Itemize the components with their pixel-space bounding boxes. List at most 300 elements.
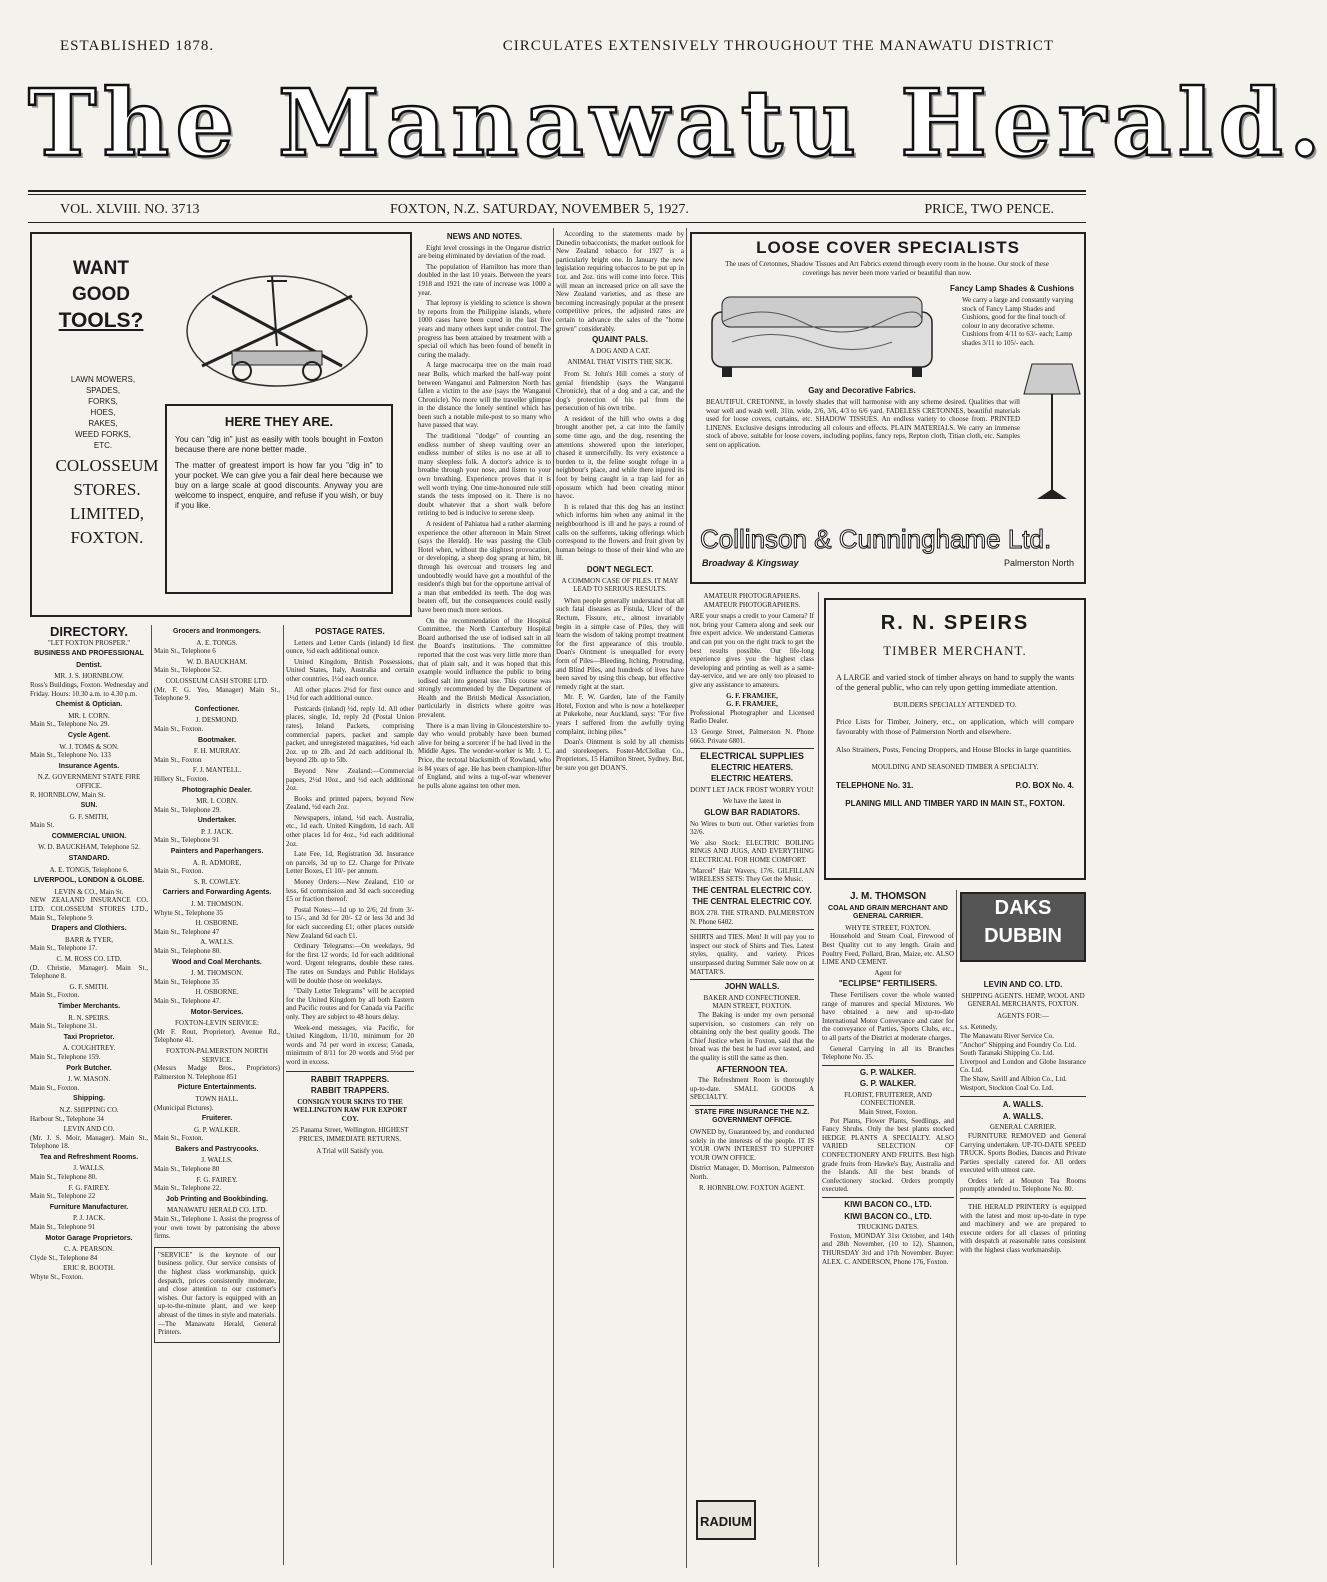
thomson-general: General Carrying in all its Branches Telephone No. 35. — [822, 1044, 954, 1062]
directory-name: G. F. SMITH, — [69, 812, 109, 821]
list-item: South Taranaki Shipping Co. Ltd. — [960, 1049, 1055, 1058]
directory-detail: Main St., Foxton — [154, 755, 202, 764]
postage-paragraph: Late Fee, 1d, Registration 3d. Insurance on parcels, 3d up to £2. Charge for Private Letter Boxes, £1 10/- per annum. — [286, 850, 414, 876]
directory-detail: Main St. — [30, 821, 55, 830]
directory-name: P. J. JACK. — [200, 827, 234, 836]
divider — [286, 1071, 414, 1072]
directory-heading: Painters and Paperhangers. — [170, 848, 264, 856]
news-paragraph: When people generally understand that all such fatal diseases as Fistula, Ulcer of the Rectum, Fissure, etc., almost invariably begin in a simple case of Piles, they will learn the wisdom of taking prompt treatment for the first appearance of this trouble. Doan's Ointment is unequalled for every form of Piles—Bleeding, Itching, Protruding, and Blind Piles, and hundreds of lives have been saved by using this cheap, but effective remedy right at the start. — [556, 596, 684, 691]
list-item: The Manawatu River Service Co. — [960, 1031, 1054, 1040]
postage-column — [286, 625, 414, 1565]
directory-detail: Main St., Telephone 91 — [30, 1223, 96, 1232]
walls2-name: A. WALLS. — [1002, 1100, 1044, 1110]
kiwi-name: KIWI BACON CO., LTD. — [844, 1200, 932, 1209]
thomson-eclipse: "ECLIPSE" FERTILISERS. — [838, 979, 938, 989]
box-paragraph: You can "dig in" just as easily with tools bought in Foxton because there are none better made. — [175, 435, 383, 454]
thomson-agent: Agent for — [874, 968, 902, 977]
directory-heading: Drapers and Clothiers. — [51, 925, 127, 933]
directory-name: G. F. SMITH. — [69, 982, 109, 991]
electrical-glow: GLOW BAR RADIATORS. — [704, 808, 800, 818]
directory-detail: Clyde St., Telephone 84 — [30, 1253, 98, 1262]
section-subheading: ANIMAL THAT VISITS THE SICK. — [567, 358, 673, 367]
list-item: Liverpool and London and Globe Insurance Co. Ltd. — [960, 1057, 1086, 1075]
photo-firm: G. F. FRAMJEE, — [726, 691, 778, 700]
thomson-name: J. M. THOMSON — [849, 891, 927, 902]
firm-street: Broadway & Kingsway — [702, 558, 799, 568]
directory-name: MR. I. CORN. — [68, 711, 110, 720]
top-banner — [60, 38, 1054, 60]
directory-motto: "LET FOXTON PROSPER." — [47, 638, 131, 647]
thomson-street: WHYTE STREET, FOXTON. — [845, 923, 931, 932]
directory-name: MR. I. CORN. — [196, 797, 238, 806]
service-advert — [154, 1247, 280, 1343]
speirs-sub: TIMBER MERCHANT. — [883, 643, 1027, 658]
divider — [690, 1105, 814, 1106]
news-paragraph: That leprosy is yielding to science is shown by reports from the Philippine islands, where 1000 cases have been cured in the last five years and many others kept under control. The progress has been attained by treatment with a special oil which has been found of benefit in curing the malady. — [418, 299, 551, 359]
directory-heading: Motor-Services. — [190, 1008, 244, 1016]
directory-name: W. D. BAUCKHAM, Telephone 52. — [38, 843, 140, 852]
postage-paragraph: "Daily Letter Telegrams" will be accepted for the United Kingdom by all both Eastern and Pacific routes and for Canada via Pacific only. They are subject to 48 hours delay. — [286, 987, 414, 1021]
directory-name: J. W. MASON. — [67, 1075, 111, 1084]
speirs-moulding: MOULDING AND SEASONED TIMBER A SPECIALTY. — [871, 763, 1039, 771]
directory-detail: Main St., Telephone 80. — [154, 947, 222, 955]
photo-desc: Professional Photographer and Licensed Radio Dealer. — [690, 708, 814, 726]
list-item: s.s. Kennedy, — [960, 1023, 998, 1032]
photo-heading: AMATEUR PHOTOGRAPHERS. — [703, 592, 801, 600]
walls-body: The Baking is under my own personal supervision, so customers can rely on obtaining only the best quality goods. The Chief Justice when in Foxton, said that the bread was the best he had ever tasted, and the quality is still the same as then. — [690, 1010, 814, 1062]
postage-paragraph: Money Orders:—New Zealand, £10 or less, 6d commission and 3d each succeeding £5 or fraction thereof. — [286, 878, 414, 904]
service-text: "SERVICE" is the keynote of our business policy. Our service consists of the highest class workmanship, quick despatch, prices consistently moderate, and close attention to our customer's wishes. Our factory is equipped with an up-to-the-minute plant, and we keep abreast of the times in style and materials.—The Manawatu Herald, General Printers. — [158, 1250, 276, 1337]
section-heading: POSTAGE RATES. — [315, 627, 385, 636]
divider — [690, 929, 814, 930]
list-item: Westport, Stockton Coal Co. Ltd. — [960, 1083, 1054, 1092]
directory-name: F. J. MANTELL. — [192, 766, 242, 775]
directory-heading: Bootmaker. — [197, 736, 237, 744]
directory-heading: LIVERPOOL, LONDON & GLOBE. — [33, 877, 145, 885]
speirs-contact — [836, 781, 1074, 793]
electrical-jack: DON'T LET JACK FROST WORRY YOU! — [690, 785, 814, 794]
thomson-body: Household and Steam Coal, Firewood of Best Quality cut to any length. Grain and Poultry Feed, Pollard, Bran, Maize, etc. ALSO LIME AND CEMENT. — [822, 932, 954, 967]
directory-name: C. A. PEARSON. — [64, 1245, 114, 1254]
fabrics-title: Gay and Decorative Fabrics. — [808, 386, 916, 395]
speirs-advert — [824, 598, 1086, 880]
lamp-title: Fancy Lamp Shades & Cushions — [949, 284, 1075, 293]
directory-heading: Insurance Agents. — [58, 762, 120, 770]
directory-detail: Main St., Telephone 91 — [154, 836, 220, 845]
dubbin-line: DUBBIN — [984, 925, 1062, 947]
directory-detail: Main St., Foxton. — [30, 1083, 80, 1092]
speirs-mill: PLANING MILL AND TIMBER YARD IN MAIN ST., FOXTON. — [845, 799, 1065, 808]
directory-detail: Main St., Foxton. — [30, 991, 80, 1000]
electrical-title: ELECTRICAL SUPPLIES — [700, 751, 804, 762]
directory-heading: Photographic Dealer. — [181, 786, 253, 794]
directory-detail: Hillery St., Foxton. — [154, 774, 209, 783]
price: PRICE, TWO PENCE. — [924, 202, 1054, 217]
thomson-eclipse-body: These Fertilisers cover the whole wanted range of manures and special Mixtures. We have obtained a new and up-to-date International Motor Conveyance and cater for the conveyance of Parties, Sports Clubs, etc., to all parts of the District at moderate charges. — [822, 990, 954, 1042]
news-column — [418, 230, 551, 1560]
divider — [690, 979, 814, 980]
news-paragraph: Mr. F. W. Garden, late of the Family Hotel, Foxton and who is now a hotelkeeper at Pukekohe, near Auckland, says: "For five years I suffered from the awfully trying complaint, itching piles." — [556, 693, 684, 736]
electrical-address: BOX 278. THE STRAND. PALMERSTON N. Phone 6402. — [690, 909, 814, 926]
divider — [822, 1065, 954, 1066]
directory-name: A. COUGHTREY. — [62, 1044, 116, 1053]
directory-detail: Main St., Telephone 22. — [154, 1184, 222, 1193]
directory-detail: Main St., Telephone 47 — [154, 927, 220, 936]
directory-heading: Tea and Refreshment Rooms. — [39, 1153, 139, 1161]
divider — [960, 1198, 1086, 1199]
rabbit-footer: A Trial will Satisfy you. — [316, 1146, 384, 1155]
advert-intro: The uses of Cretonnes, Shadow Tissues and Art Fabrics extend through every room in the house. Our stock of these coverings has never been more varied or beautiful than now. — [725, 260, 1049, 277]
directory-name: ERIC R. BOOTH. — [63, 1264, 115, 1273]
directory-name: J. DESMOND. — [195, 716, 239, 725]
directory-detail: Main St., Foxton. — [154, 1134, 204, 1143]
kiwi-name: KIWI BACON CO., LTD. — [844, 1211, 932, 1221]
tools-advert — [30, 232, 412, 617]
directory-detail: Main St., Telephone 80 — [154, 1165, 220, 1174]
printery-advert: THE HERALD PRINTERY is equipped with the latest and most up-to-date in type and machinery and we are prepared to execute orders for all classes of printing with despatch at reasonable rates consistent with the highest class workmanship. — [960, 1203, 1086, 1255]
directory-detail: Harbour St., Telephone 34 — [30, 1114, 104, 1123]
headline-line: WANT — [73, 258, 129, 279]
box-title: HERE THEY ARE. — [224, 414, 334, 429]
electrical-sub: ELECTRIC HEATERS. — [710, 762, 794, 772]
directory-heading: COMMERCIAL UNION. — [51, 832, 127, 840]
directory-heading: Shipping. — [73, 1095, 105, 1103]
state-fire-body: OWNED by, Guaranteed by, and conducted solely in the interests of the people. IT IS YOUR OWN INTEREST TO SUPPORT YOUR OWN OFFICE. — [690, 1128, 814, 1162]
directory-name: FOXTON-LEVIN SERVICE: — [175, 1019, 259, 1028]
established-text: ESTABLISHED 1878. — [60, 38, 215, 54]
postage-paragraph: All other places 2½d for first ounce and 1½d for each additional ounce. — [286, 685, 414, 703]
directory-detail: R. HORNBLOW, Main St. — [30, 790, 106, 799]
directory-name: J. M. THOMSON. — [190, 900, 244, 909]
masthead-title: The Manawatu Herald. — [28, 69, 1327, 177]
rabbit-address: 25 Panama Street, Wellington. HIGHEST PRICES, IMMEDIATE RETURNS. — [291, 1126, 409, 1144]
postage-paragraph: Beyond New Zealand:—Commercial papers, 2½d 10oz., and ½d each additional 2oz. — [286, 766, 414, 793]
directory-detail: Main St., Telephone 17. — [30, 944, 98, 953]
directory-detail: Whyte St., Foxton. — [30, 1273, 84, 1281]
walls-tea-body: The Refreshment Room is thoroughly up-to-date. SMALL GOODS A SPECIALTY. — [690, 1076, 814, 1102]
directory-detail: Main St., Telephone 1. Assist the progress of your own town by patronising the above firms. — [154, 1215, 280, 1241]
store-line: COLOSSEUM — [55, 456, 159, 475]
directory-detail: Main St., Telephone 159. — [30, 1052, 101, 1061]
news-paragraph: The population of Hamilton has more than doubled in the last 10 years. Between the years 1918 and 1921 the rate of increase was 1000 a year. — [418, 262, 551, 297]
directory-name: P. J. JACK. — [72, 1214, 106, 1223]
directory-name: A. E. TONGS. — [196, 638, 238, 647]
directory-heading: Confectioner. — [194, 705, 240, 713]
state-fire-agent: R. HORNBLOW. FOXTON AGENT. — [698, 1183, 806, 1192]
speirs-box: P.O. BOX No. 4. — [1015, 781, 1074, 790]
here-they-are-box — [165, 404, 393, 594]
electrical-firm: THE CENTRAL ELECTRIC COY. — [692, 885, 812, 895]
radium-logo — [696, 1500, 756, 1540]
speirs-name: R. N. SPEIRS — [880, 612, 1030, 634]
directory-name: W. D. BAUCKHAM. — [186, 657, 248, 666]
section-heading: QUAINT PALS. — [592, 335, 648, 345]
directory-name: MANAWATU HERALD CO. LTD. — [166, 1206, 268, 1215]
directory-heading: Job Printing and Bookbinding. — [166, 1195, 268, 1203]
directory-heading: Timber Merchants. — [57, 1002, 121, 1010]
kiwi-body: Foxton, MONDAY 31st October, and 14th and 28th November, (10 to 12). Shannon, THURSDAY 3rd and 17th November. Buyer: ALEX. C. ANDERSON, Phone 176, Foxton. — [822, 1231, 954, 1266]
directory-detail: (Mr. J. S. Moir, Manager). Main St., Telephone 18. — [30, 1133, 148, 1151]
tools-headline — [46, 256, 156, 334]
list-item: WEED FORKS, — [74, 430, 131, 439]
directory-name: R. N. SPEIRS. — [68, 1013, 110, 1022]
headline-line: GOOD — [71, 284, 131, 305]
levin-sub: SHIPPING AGENTS. HEMP, WOOL AND GENERAL MERCHANTS, FOXTON. — [961, 991, 1085, 1009]
directory-name: LEVIN AND CO. — [63, 1125, 115, 1134]
news-paragraph: It is related that this dog has an instinct which informs him when any animal in the neighbourhood is ill and he pays a round of calls on the sufferers, taking offerings which correspond to the flowers and fruit given by human beings to those of their kind who are ill. — [556, 502, 684, 563]
divider — [28, 222, 1086, 223]
list-item: ETC. — [93, 441, 113, 450]
electrical-sub: ELECTRIC HEATERS. — [710, 774, 794, 784]
volume-number: VOL. XLVIII. NO. 3713 — [60, 202, 200, 217]
firm-name: Collinson & Cunninghame Ltd. — [700, 524, 1052, 554]
news-paragraph: A resident of the hill who owns a dog brought another pet, a cat into the family some time ago, and the dog, resenting the attentions showered upon the interloper, chased it unmercifully. Its very existence a burden to it, the feline sought refuge in a neighbour's place, and while there injured its foot by being caught in a trap laid for an opossum which had been creating minor havoc. — [556, 414, 684, 501]
box-paragraph: The matter of greatest import is how far you "dig in" to your pocket. We can give you a fair deal here because we buy on a large scale at good discounts. Anyway you are welcome to inspect, enquire, and refuse if you wish, or buy if you like. — [175, 461, 383, 510]
news-paragraph: A large macrocarpa tree on the main road near Bulls, which marked the half-way point between Wanganui and Palmerston North has fallen a victim to the axe (says the Wanganui Chronicle). No more will the traveller glimpse in the distance the lonely sentinel which has been such a notable mile-post to so many who have passed that way. — [418, 361, 551, 430]
directory-detail: Main St., Telephone 47. — [154, 996, 222, 1005]
directory-heading: Carriers and Forwarding Agents. — [162, 889, 272, 897]
walker-body: Pot Plants, Flower Plants, Seedlings, and Fancy Shrubs. Only the best plants stocked HEDGE PLANTS A SPECIALTY. ALSO VARIED SELECTION OF CONFECTIONERY AND FRUITS. Best high grade fruits from Hawke's Bay, Australia and the Islands. All the best brands of Confectionery stocked. Orders promptly executed. — [822, 1116, 954, 1194]
directory-name: N.Z. SHIPPING CO. — [59, 1105, 119, 1114]
directory-heading: Picture Entertainments. — [177, 1084, 257, 1092]
headline-line: TOOLS? — [58, 309, 144, 332]
electrical-marcel: "Marcel" Hair Wavers, 17/6. GILFILLAN WIRELESS SETS: They Get the Music. — [690, 866, 814, 884]
rabbit-heading: RABBIT TRAPPERS. — [310, 1086, 390, 1096]
directory-heading: Cycle Agent. — [67, 731, 111, 739]
directory-title: DIRECTORY. — [49, 624, 128, 639]
divider — [822, 1197, 954, 1198]
directory-heading: Chemist & Optician. — [55, 701, 123, 709]
walls2-name: A. WALLS. — [1002, 1111, 1044, 1121]
directory-detail: Main St., Telephone 22 — [30, 1192, 96, 1201]
rabbit-heading: RABBIT TRAPPERS. — [310, 1074, 390, 1084]
directory-name: A. R. ADMORE, — [192, 858, 242, 867]
directory-name: MR. J. S. HORNBLOW. — [54, 672, 124, 681]
directory-detail: Whyte St., Telephone 35 — [154, 908, 224, 917]
list-item: HOES, — [90, 408, 116, 417]
news-paragraph: From St. John's Hill comes a story of genial friendship (says the Wanganui Chronicle), that of a dog and a cat, and the dog's protection of his pal from the persecution of his own tribe. — [556, 369, 684, 413]
photo-firm: G. F. FRAMJEE, — [726, 700, 778, 709]
photo-body: ARE your snaps a credit to your Camera? If not, bring your Camera along and seek our free expert advice. We understand Cameras and can put you on the right track to get the best results possible. Our life-long experience gives you the highest class developing and printing as well as a same-day-service, and we are only too pleased to give any assistance to amateurs. — [690, 612, 814, 689]
walker-name: G. P. WALKER. — [859, 1067, 917, 1077]
divider — [28, 190, 1086, 192]
directory-name: A. E. TONGS, Telephone 6. — [49, 865, 129, 874]
directory-name: N.Z. GOVERNMENT STATE FIRE OFFICE. — [37, 773, 141, 790]
directory-detail: Main St., Foxton. — [154, 724, 204, 733]
state-fire-manager: District Manager, D. Morrison, Palmerston North. — [690, 1164, 814, 1182]
directory-name: H. OSBORNE. — [195, 919, 239, 928]
postage-paragraph: United Kingdom, British Possessions, United States, Italy, Australia and certain other countries, 1½d each ounce. — [286, 657, 414, 683]
news-paragraph: Doan's Ointment is sold by all chemists and storekeepers. Foster-McClellan Co., Proprietors, 15 Hamilton Street, Sydney. But, be sure you get DOAN'S. — [556, 738, 684, 773]
directory-detail: Main St., Telephone 52. — [154, 666, 222, 675]
walls-tea: AFTERNOON TEA. — [716, 1064, 788, 1074]
loose-cover-advert — [690, 232, 1086, 584]
directory-detail: (Mr F. Rout, Proprietor). Avenue Rd., Telephone 41. — [154, 1027, 280, 1045]
directory-list — [30, 662, 148, 1282]
directory-name: H. OSBORNE. — [195, 988, 239, 997]
directory-name: F. G. FAIREY. — [68, 1183, 110, 1192]
directory-detail: Main St., Foxton. — [154, 867, 204, 876]
directory-detail: Main St., Telephone 80. — [30, 1173, 98, 1182]
dubbin-advert — [960, 892, 1086, 962]
fabrics-body: BEAUTIFUL CRETONNE, in lovely shades that will harmonise with any scheme desired. Qualities that will wear well and wash well. 31in. wide, 2/6, 3/6, 4/3 to 6/6 yard. FADELESS CRETONNES, beautiful materials used for loose covers, curtains, etc. SHADOW TISSUES. An endless variety to choose from. PRINTED LINENS. Exclusive designs introducing all colours and effects. PLAIN MATERIALS. We carry an immense stock of above, suitable for loose covers, including poplins, fancy reps, Repton cloth, Titian cloth, etc. Samples sent on application. — [706, 398, 1020, 449]
directory-name: FOXTON-PALMERSTON NORTH SERVICE. — [166, 1046, 268, 1064]
news-paragraph: Eight level crossings in the Ongarue district are being eliminated by deviation of the road. — [418, 243, 551, 261]
section-subheading: A DOG AND A CAT. — [589, 346, 651, 355]
section-heading: DON'T NEGLECT. — [586, 564, 654, 574]
speirs-price: Price Lists for Timber, Joinery, etc., on application, which will compare favourably with those of Palmerston North and elsewhere. — [836, 717, 1074, 736]
directory-heading: Furniture Manufacturer. — [49, 1203, 129, 1211]
firm-town: Palmerston North — [1003, 558, 1074, 568]
circulates-text: CIRCULATES EXTENSIVELY THROUGHOUT THE MANAWATU DISTRICT — [502, 38, 1054, 54]
news-paragraph: On the recommendation of the Hospital Committee, the North Canterbury Hospital Board authorised the use of iodised salt in all the Board's institutions. The committee reported that the cost was very little more than that of plain salt, and it was hoped that this example would influence the public to bring iodised salt into general use. This course was strongly recommended by the Department of Health and the British Medical Association, particularly in districts where goitre was prevalent. — [418, 616, 551, 720]
news-paragraph: There is a man living in Gloucestershire to-day who would probably have been burned alive for being a sorcerer if he had lived in the Middle Ages. The wonder-worker is Mr. J. C. Price, the tectotal blacksmith of Rowland, who is 84 years of age. He has been champion-lifter of England, and wins a tug-of-war whenever he pulls alone against ten other men. — [418, 721, 551, 790]
sofa-illustration — [702, 282, 942, 382]
directory-detail: Main St., Telephone 31. — [30, 1022, 98, 1031]
walls2-sub: GENERAL CARRIER. — [989, 1123, 1057, 1132]
thomson-column — [822, 890, 954, 1560]
electrical-wires: No Wires to burn out. Other varieties from 32/6. — [690, 819, 814, 837]
speirs-strainers: Also Strainers, Posts, Fencing Droppers, and House Blocks in large quantities. — [836, 745, 1072, 754]
news-paragraph: According to the statements made by Dunedin tobacconists, the market outlook for New Zealand tobacco for 1927 is a particularly bright one. In January the new legislation requiring tobaccos to be put up in 1oz. and 2oz. tins will come into force. This will mean an increased price on all save the New Zealand varieties, and as these are becoming increasingly popular at the present competitive prices, the adjusted rates are certain to advance the sales of the "home grown" considerably. — [556, 230, 684, 333]
column-rule — [818, 592, 819, 1567]
tool-list — [48, 374, 158, 451]
list-item: FORKS, — [88, 397, 118, 406]
dateline — [60, 202, 1054, 222]
walker-sub: FLORIST, FRUITERER, AND CONFECTIONER. — [844, 1090, 932, 1108]
postage-paragraph: Newspapers, inland, ½d each. Australia, etc., 1d each. United Kingdom, 1d each. All other places 1d for 4oz., ½d each additional 2oz. — [286, 813, 414, 848]
electrical-firm: THE CENTRAL ELECTRIC COY. — [692, 897, 812, 907]
store-line: FOXTON. — [70, 528, 144, 547]
speirs-tel: TELEPHONE No. 31. — [836, 781, 914, 790]
lamp-body: We carry a large and constantly varying stock of Fancy Lamp Shades and Cushions, good for the final touch of colour in any decorative scheme. Cushions from 4/11 to 63/- each; Lamp shades 3/11 to 105/- each. — [962, 296, 1074, 347]
lamp-illustration — [1022, 354, 1082, 504]
directory-name: TOWN HALL. — [195, 1094, 239, 1103]
thomson-sub: COAL AND GRAIN MERCHANT AND GENERAL CARRIER. — [828, 904, 948, 921]
directory-heading: Fruiterer. — [201, 1115, 233, 1123]
directory-list — [154, 628, 280, 1241]
speirs-body: A LARGE and varied stock of timber always on hand to supply the wants of the general public, who can rely upon getting immediate attention. — [836, 673, 1074, 692]
electrical-stock: We also Stock: ELECTRIC BOILING RINGS AND JUGS, AND EVERYTHING ELECTRICAL FOR HOME COMFORT. — [690, 838, 814, 865]
photo-address: 13 George Street, Palmerston N. Phone 6663. Private 6801. — [690, 727, 814, 745]
list-item: LAWN MOWERS, — [70, 375, 136, 384]
directory-heading: Undertaker. — [197, 817, 237, 825]
place-date: FOXTON, N.Z. SATURDAY, NOVEMBER 5, 1927. — [390, 202, 689, 217]
middle-column — [556, 230, 684, 1560]
column-rule — [283, 625, 284, 1565]
directory-section: BUSINESS AND PROFESSIONAL — [34, 650, 144, 658]
directory-detail: Main St., Telephone No. 29. — [30, 720, 110, 729]
postage-paragraph: Postcards (inland) ½d, reply 1d. All other places, single, 1d, reply 2d (Postal Union rates), Inland Packets, comprising commercial papers, packet and sample packet, and unregistered magazines, ½d each 2oz. up to 2lb. and 2d each additional lb. beyond 2lb. up to 5lb. — [286, 704, 414, 765]
directory-name: G. P. WALKER. — [194, 1125, 240, 1134]
list-item: RAKES, — [88, 419, 118, 428]
levin-agents: AGENTS FOR:— — [997, 1011, 1049, 1020]
directory-heading: STANDARD. — [68, 855, 110, 863]
directory-name: A. WALLS. — [200, 938, 234, 947]
directory-heading: Bakers and Pastrycooks. — [175, 1145, 259, 1153]
divider — [960, 1096, 1086, 1097]
walls-sub: BAKER AND CONFECTIONER. — [703, 993, 801, 1002]
levin-column — [960, 978, 1086, 1563]
directory-heading: Wood and Coal Merchants. — [172, 958, 262, 966]
directory-detail: Main St., Telephone 35 — [154, 977, 220, 986]
shirts-advert: SHIRTS and TIES. Men! It will pay you to inspect our stock of Shirts and Ties. Latest styles, quality, and variety. Prices unsurpassed during Summer Sale now on at MATTAR'S. — [690, 933, 814, 976]
list-item: SPADES, — [85, 386, 121, 395]
directory-name: F. G. FAIREY. — [196, 1175, 238, 1184]
directory-name: BARR & TYER, — [65, 935, 113, 944]
directory-detail: (Mr. F. G. Yeo, Manager) Main St., Telephone 9. — [154, 685, 280, 703]
directory-heading: Taxi Proprietor. — [63, 1033, 115, 1041]
directory-detail: Ross's Buildings, Foxton. Wednesday and Friday. Hours: 10.30 a.m. to 4.30 p.m. — [30, 680, 148, 698]
postage-paragraph: Postal Notes:—1d up to 2/6; 2d from 3/- to 15/-, and 3d for 20/- £2 or less 3d and 3d for each succeeding £1; other places outside New Zealand 6d each £1. — [286, 905, 414, 940]
directory-name: W. J. TOMS & SON. — [59, 742, 119, 751]
directory-name: COLOSSEUM CASH STORE LTD. — [165, 676, 269, 685]
directory-name: LEVIN & CO., Main St. — [54, 887, 124, 896]
kiwi-sub: TRUCKING DATES. — [857, 1223, 919, 1232]
news-paragraph: A resident of Pahiatua had a rather alarming experience the other afternoon in Main Street (says the Herald). He was passing the Club Hotel when, without the slightest provocation, or developing, a sheep dog sprang at him, bit through his overcoat and trousers leg and undoubtedly would have got a mouthful of the resident's thigh but for the opportune arrival of a man that embedded its teeth. The dog was beaten off, but the consequences could easily have been much more serious. — [418, 520, 551, 614]
walls2-orders: Orders left at Mouton Tea Rooms promptly attended to. Telephone No. 80. — [960, 1176, 1086, 1194]
store-line: STORES. — [73, 480, 141, 499]
directory-column-2 — [154, 625, 280, 1565]
directory-detail: Main St., Telephone No. 133 — [30, 751, 111, 760]
firm-banner — [694, 522, 1082, 578]
news-paragraph: The traditional "dodge" of counting an endless number of sheep vaulting over an endless number of stiles is no use at all to many sleepless folk. A doctor's advice is to breathe through your nose, and listen to your own breathing. Experience proves that it is well worth trying. One time-honoured rule still stands the tests imposed on it. There is no doubt whatever that a short walk before retiring to bed is inducive to serene sleep. — [418, 432, 551, 518]
advert-title: LOOSE COVER SPECIALISTS — [756, 238, 1020, 257]
list-item: The Shaw, Savill and Albion Co., Ltd. — [960, 1074, 1067, 1083]
section-subheading: A COMMON CASE OF PILES. IT MAY LEAD TO SERIOUS RESULTS. — [561, 576, 679, 594]
levin-title: LEVIN AND CO. LTD. — [983, 980, 1063, 989]
garden-tools-illustration — [172, 256, 382, 396]
column-rule — [151, 625, 152, 1565]
radium-text: RADIUM — [700, 1514, 752, 1529]
store-line: LIMITED, — [69, 504, 145, 523]
postage-paragraph: Week-end messages, via Pacific, for United Kingdom, 11/10, minimum for 20 words and 7d per word in excess; Canada, minimum of 8/11 for 20 words and 5½d per word in excess. — [286, 1023, 414, 1066]
directory-detail: NEW ZEALAND INSURANCE CO. LTD. COLOSSEUM STORES LTD., Main St., Telephone 9. — [30, 896, 148, 922]
directory-name: J. M. THOMSON. — [190, 969, 244, 978]
directory-name: F. H. MURRAY. — [193, 747, 241, 756]
list-item: "Anchor" Shipping and Foundry Co. Ltd. — [960, 1040, 1076, 1049]
postage-paragraph: Letters and Letter Cards (inland) 1d first ounce, ½d each additional ounce. — [286, 638, 414, 656]
directory-heading: Motor Garage Proprietors. — [45, 1234, 133, 1242]
directory-heading: Dentist. — [76, 661, 102, 669]
electrical-latest: We have the latest in — [722, 797, 782, 806]
directory-detail: (Municipal Pictures). — [154, 1103, 214, 1112]
dubbin-line: DAKS — [994, 897, 1052, 919]
directory-name: C. M. ROSS CO. LTD. — [56, 955, 122, 963]
column-rule — [956, 890, 957, 1565]
section-heading: NEWS AND NOTES. — [446, 232, 523, 241]
postage-paragraph: Ordinary Telegrams:—On weekdays, 9d for the first 12 words; 1d for each additional word. Urgent telegrams, double these rates. The rates on Sundays and Public Holidays will be double those on weekdays. — [286, 942, 414, 985]
column-rule — [553, 228, 554, 1568]
directory-heading: Grocers and Ironmongers. — [173, 628, 261, 635]
directory-heading: SUN. — [80, 802, 98, 810]
ads-column-mid — [690, 592, 814, 1562]
directory-detail: (Messrs Madge Bros., Proprietors) Palmerston N. Telephone 851 — [154, 1064, 280, 1081]
state-fire-title: STATE FIRE INSURANCE THE N.Z. GOVERNMENT OFFICE. — [694, 1108, 810, 1125]
walls-street: MAIN STREET, FOXTON. — [712, 1002, 792, 1011]
directory-heading: Pork Butcher. — [66, 1064, 112, 1072]
directory-name: J. WALLS. — [201, 1156, 233, 1165]
photo-heading: AMATEUR PHOTOGRAPHERS. — [703, 600, 801, 609]
walker-name: G. P. WALKER. — [859, 1079, 917, 1089]
walker-address: Main Street, Foxton. — [859, 1108, 917, 1117]
divider — [28, 194, 1086, 195]
directory-column — [30, 625, 148, 1565]
directory-detail: (D. Christie, Manager). Main St., Telephone 8. — [30, 963, 148, 981]
postage-paragraph: Books and printed papers, beyond New Zealand, ½d each 2oz. — [286, 794, 414, 812]
directory-detail: Main St., Telephone 29. — [154, 805, 222, 814]
column-rule — [686, 228, 687, 1568]
